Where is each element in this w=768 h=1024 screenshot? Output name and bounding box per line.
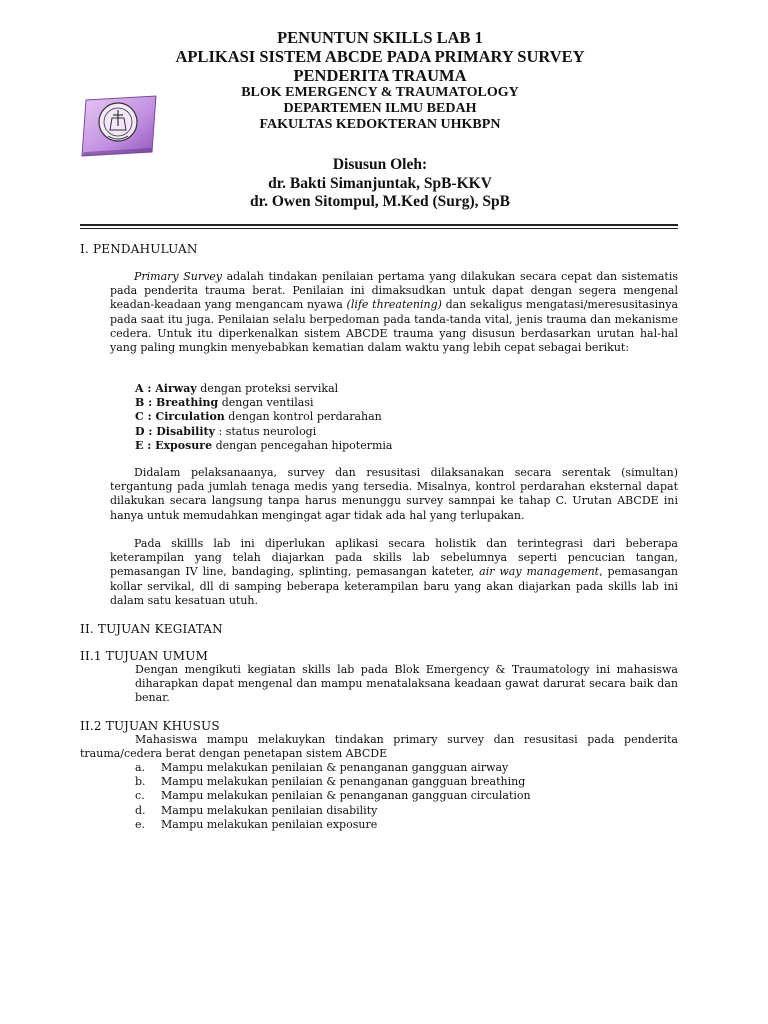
section-2-heading: II. TUJUAN KEGIATAN (80, 622, 223, 636)
objective-item-e (135, 818, 655, 832)
authors-label: Disusun Oleh: (332, 156, 428, 173)
abcde-item-e (135, 439, 535, 453)
objective-item-c (135, 789, 655, 803)
paragraph-intro-text-2: dan sekaligus mengatasi/meresusitasinya pada saat itu juga. Penilaian selalu berpedoman pada tanda-tanda vital, jenis trauma dan mekanisme cedera. Untuk itu diperkenalkan sistem ABCDE trauma yang disusun berdasarkan urutan hal-hal yang paling mungkin menyebabkan kematian dalam waktu yang lebih cepat sebagai berikut: (110, 298, 679, 355)
objective-item-b (135, 775, 655, 789)
document-header (150, 28, 610, 133)
abcde-item-d (135, 425, 535, 439)
abcde-key: A : (135, 382, 156, 395)
objective-text: Mampu melakukan penilaian & penanganan gangguan airway (161, 761, 509, 774)
abcde-item-a (135, 382, 535, 396)
subsection-2-2-text: Mahasiswa mampu melakuykan tindakan primary survey dan resusitasi pada penderita trauma/cedera berat dengan penetapan sistem ABCDE (80, 733, 678, 761)
section-1-heading: I. PENDAHULUAN (80, 242, 198, 256)
author-1: dr. Bakti Simanjuntak, SpB-KKV (268, 174, 492, 192)
abcde-key: E : (135, 438, 156, 452)
abcde-list (135, 382, 535, 453)
objective-marker: e. (135, 817, 146, 831)
objective-text: Mampu melakukan penilaian disability (161, 803, 378, 817)
abcde-term: Airway (155, 382, 197, 395)
abcde-key: D : (135, 424, 157, 438)
paragraph-holistic-text-1: Pada skillls lab ini diperlukan aplikasi secara holistik dan terintegrasi dari beberapa keterampilan yang telah diajarkan pada skills lab sebelumnya seperti pencucian tangan, pemasangan IV line, bandaging, splinting, pemasangan kateter, (110, 537, 678, 579)
abcde-desc: : status neurologi (215, 424, 317, 438)
department-name: DEPARTEMEN ILMU BEDAH (283, 101, 477, 116)
header-divider-thin (80, 228, 678, 229)
objective-text: Mampu melakukan penilaian & penanganan gangguan circulation (161, 789, 531, 803)
abcde-item-c (135, 410, 535, 424)
title-line-2: APLIKASI SISTEM ABCDE PADA PRIMARY SURVEY (175, 47, 585, 66)
paragraph-intro-text-1: adalah tindakan penilaian pertama yang dilakukan secara cepat dan sistematis pada penderita trauma berat. Penilaian ini dimaksudkan untuk dapat dengan segera mengenal keadan-keadaan yang mengancam nyawa (110, 270, 678, 312)
objective-marker: d. (135, 803, 146, 817)
authors-block (150, 156, 610, 212)
objective-marker: a. (135, 761, 146, 774)
abcde-term: Disability (156, 424, 216, 438)
paragraph-holistic-text-2: , pemasangan kollar servikal, dll di samping beberapa keterampilan baru yang akan diajarkan pada skills lab ini dalam satu kesatuan utuh. (110, 565, 678, 607)
subsection-2-1-text: Dengan mengikuti kegiatan skills lab pada Blok Emergency & Traumatology ini mahasiswa diharapkan dapat mengenal dan mampu menatalaksana keadaan gawat darurat secara baik dan benar. (135, 663, 678, 705)
objective-text: Mampu melakukan penilaian exposure (161, 817, 378, 831)
abcde-term: Exposure (155, 438, 213, 452)
abcde-key: B : (135, 396, 157, 410)
title-line-1: PENUNTUN SKILLS LAB 1 (277, 28, 483, 47)
university-logo-icon (80, 92, 160, 158)
subsection-2-1-heading: II.1 TUJUAN UMUM (80, 649, 209, 663)
objective-list (135, 761, 655, 832)
abcde-key: C : (135, 410, 156, 424)
abcde-desc: dengan pencegahan hipotermia (212, 438, 393, 452)
header-divider-thick (80, 224, 678, 226)
paragraph-holistic (110, 537, 678, 608)
paragraph-simultaneous (110, 466, 678, 523)
abcde-item-b (135, 396, 535, 410)
life-threatening-term: (life threatening) (346, 298, 442, 312)
abcde-desc: dengan proteksi servikal (196, 382, 339, 395)
objective-marker: c. (135, 789, 145, 803)
objective-item-d (135, 804, 655, 818)
faculty-name: FAKULTAS KEDOKTERAN UHKBPN (259, 117, 501, 132)
primary-survey-term: Primary Survey (134, 270, 223, 283)
title-line-3: PENDERITA TRAUMA (293, 66, 467, 85)
author-2: dr. Owen Sitompul, M.Ked (Surg), SpB (250, 193, 510, 210)
subsection-2-2-heading: II.2 TUJUAN KHUSUS (80, 719, 220, 733)
paragraph-intro (110, 270, 678, 355)
objective-item-a (135, 761, 655, 775)
abcde-desc: dengan kontrol perdarahan (224, 410, 382, 424)
airway-management-term: air way management (479, 565, 600, 579)
block-name: BLOK EMERGENCY & TRAUMATOLOGY (241, 85, 519, 100)
paragraph-simultaneous-text: Didalam pelaksanaanya, survey dan resusitasi dilaksanakan secara serentak (simultan) tergantung pada jumlah tenaga medis yang tersedia. Misalnya, kontrol perdarahan eksternal dapat dilakukan secara langsung tanpa harus menunggu survey samnpai ke tahap C. Urutan ABCDE ini hanya untuk memudahkan mengingat agar tidak ada hal yang terlupakan. (110, 466, 678, 522)
abcde-term: Circulation (155, 410, 225, 424)
abcde-desc: dengan ventilasi (218, 396, 314, 410)
abcde-term: Breathing (156, 396, 219, 410)
objective-text: Mampu melakukan penilaian & penanganan gangguan breathing (161, 775, 526, 789)
objective-marker: b. (135, 775, 146, 789)
